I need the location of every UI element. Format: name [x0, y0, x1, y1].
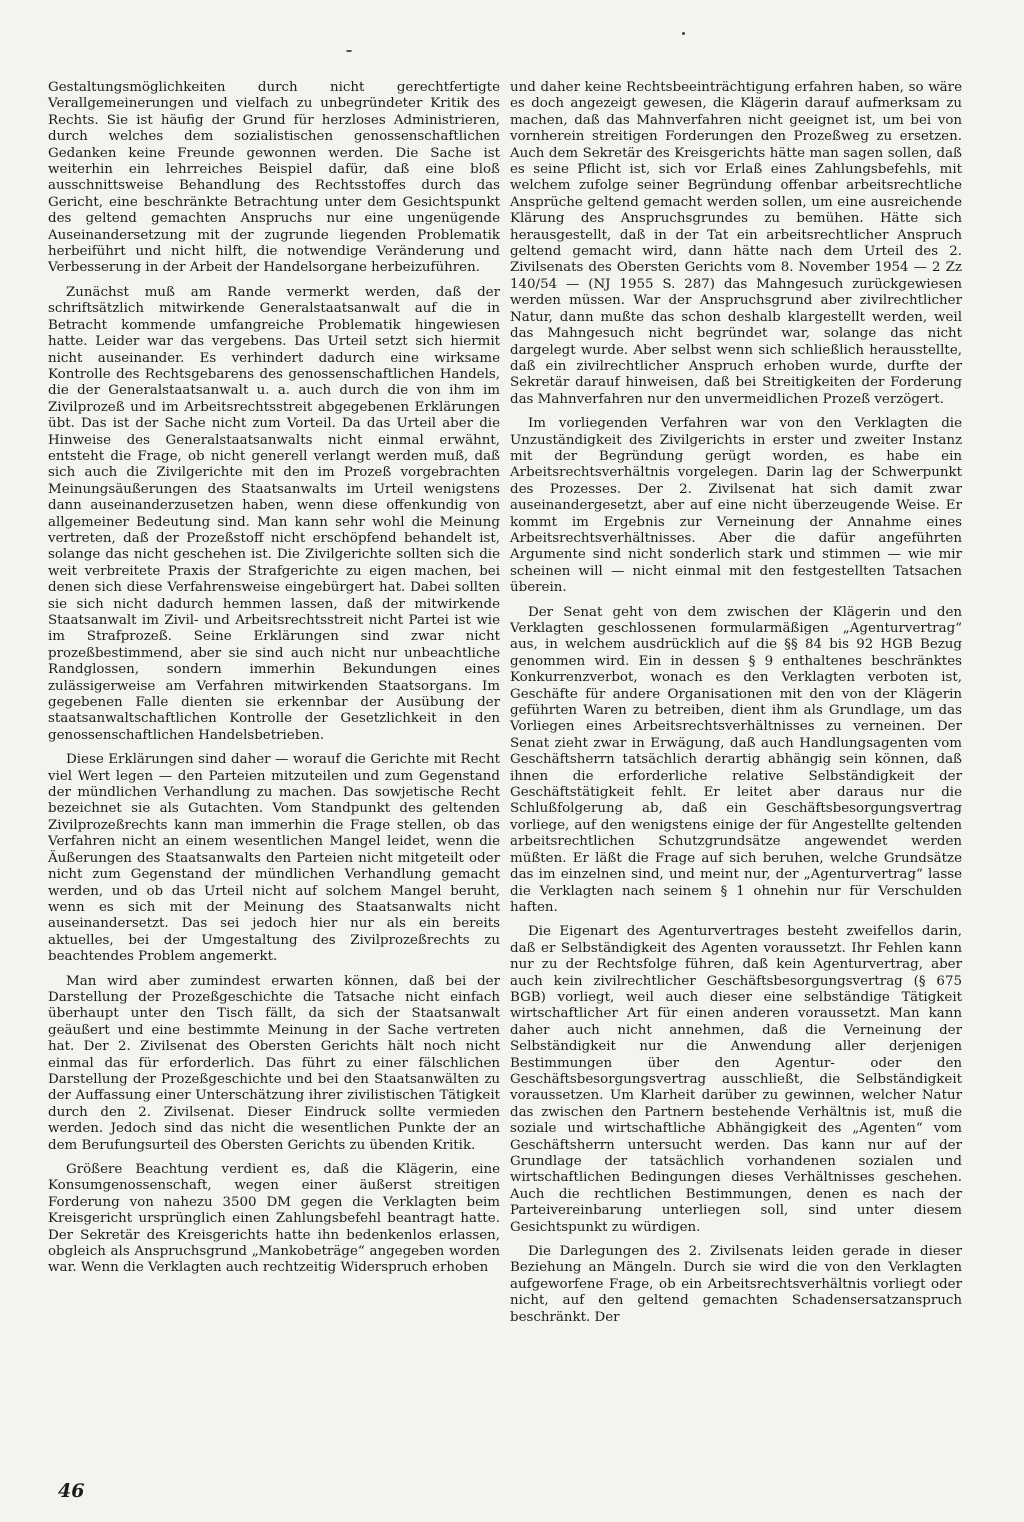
paragraph: Im vorliegenden Verfahren war von den Verklagten die Unzuständigkeit des Zivilgerichts in erster und zweiter Instanz mit der Begründung gerügt worden, es habe ein Arbeitsrechtsverhältnis vorgelegen. Darin lag der Schwerpunkt des Prozesses. Der 2. Zivilsenat hat sich damit zwar auseinandergesetzt, aber auf eine nicht überzeugende Weise. Er kommt im Ergebnis zur Verneinung der Annahme eines Arbeitsrechtsverhältnisses. Aber die dafür angeführten Argumente sind nicht sonderlich stark und stimmen — wie mir scheinen will — nicht einmal mit den festgestellten Tatsachen überein. [510, 416, 962, 596]
paragraph: Größere Beachtung verdient es, daß die Klägerin, eine Konsumgenossenschaft, wegen einer äußerst streitigen Forderung von nahezu 3500 DM gegen die Verklagten beim Kreisgericht ursprünglich einen Zahlungsbefehl beantragt hatte. Der Sekretär des Kreisgerichts hatte ihn bedenkenlos erlassen, obgleich als Anspruchsgrund „Mankobeträge“ angegeben worden war. Wenn die Verklagten auch rechtzeitig Widerspruch erhoben [48, 1162, 500, 1276]
right-column [510, 80, 962, 1334]
left-column [48, 80, 500, 1285]
ink-speck [346, 50, 352, 52]
paragraph: Die Darlegungen des 2. Zivilsenats leiden gerade in dieser Beziehung an Mängeln. Durch sie wird die von den Verklagten aufgeworfene Frage, ob ein Arbeitsrechtsverhältnis vorliegt oder nicht, auf den geltend gemachten Schadensersatzanspruch beschränkt. Der [510, 1244, 962, 1325]
paragraph: Man wird aber zumindest erwarten können, daß bei der Darstellung der Prozeßgeschichte die Tatsache nicht einfach überhaupt unter den Tisch fällt, da sich der Staatsanwalt geäußert und eine bestimmte Meinung in der Sache vertreten hat. Der 2. Zivilsenat des Obersten Gerichts hält noch nicht einmal das für erforderlich. Das führt zu einer fälschlichen Darstellung der Prozeßgeschichte und bei den Staatsanwälten zu der Auffassung einer Unterschätzung ihrer zivilistischen Tätigkeit durch den 2. Zivilsenat. Dieser Eindruck sollte vermieden werden. Jedoch sind das nicht die wesentlichen Punkte der an dem Berufungsurteil des Obersten Gerichts zu übenden Kritik. [48, 973, 500, 1153]
paragraph: Diese Erklärungen sind daher — worauf die Gerichte mit Recht viel Wert legen — den Parteien mitzuteilen und zum Gegenstand der mündlichen Verhandlung zu machen. Das sowjetische Recht bezeichnet sie als Gutachten. Vom Standpunkt des geltenden Zivilprozeßrechts kann man immerhin die Frage stellen, ob das Verfahren nicht an einem wesentlichen Mangel leidet, wenn die Äußerungen des Staatsanwalts den Parteien nicht mitgeteilt oder nicht zum Gegenstand der mündlichen Verhandlung gemacht werden, und ob das Urteil nicht auf solchem Mangel beruht, wenn es sich mit der Meinung des Staatsanwalts nicht auseinandersetzt. Das sei jedoch hier nur als ein bereits aktuelles, bei der Umgestaltung des Zivilprozeßrechts zu beachtendes Problem angemerkt. [48, 752, 500, 965]
paragraph: Gestaltungsmöglichkeiten durch nicht gerechtfertigte Verallgemeinerungen und vielfach zu unbegründeter Kritik des Rechts. Sie ist häufig der Grund für herzloses Administrieren, durch welches dem sozialistischen genossenschaftlichen Gedanken keine Freunde gewonnen werden. Die Sache ist weiterhin ein lehrreiches Beispiel dafür, daß eine bloß ausschnittsweise Behandlung des Rechtsstoffes durch das Gericht, eine beschränkte Betrachtung unter dem Gesichtspunkt des geltend gemachten Anspruchs nur eine ungenügende Auseinandersetzung mit der zugrunde liegenden Problematik herbeiführt und nicht hilft, die notwendige Veränderung und Verbesserung in der Arbeit der Handelsorgane herbeizuführen. [48, 80, 500, 276]
ink-speck [682, 32, 685, 35]
page-number: 46 [58, 1480, 85, 1502]
paragraph: Die Eigenart des Agenturvertrages besteht zweifellos darin, daß er Selbständigkeit des Agenten voraussetzt. Ihr Fehlen kann nur zu der Rechtsfolge führen, daß kein Agenturvertrag, aber auch kein zivilrechtlicher Geschäftsbesorgungsvertrag (§ 675 BGB) vorliegt, weil auch dieser eine selbständige Tätigkeit wirtschaftlicher Art für einen anderen voraussetzt. Man kann daher auch nicht annehmen, daß die Verneinung der Selbständigkeit nur die Anwendung aller derjenigen Bestimmungen über den Agentur- oder den Geschäftsbesorgungsvertrag ausschließt, die Selbständigkeit voraussetzen. Um Klarheit darüber zu gewinnen, welcher Natur das zwischen den Partnern bestehende Verhältnis ist, muß die soziale und wirtschaftliche Abhängigkeit des „Agenten“ vom Geschäftsherrn untersucht werden. Das kann nur auf der Grundlage der tatsächlich vorhandenen sozialen und wirtschaftlichen Bedingungen dieses Verhältnisses geschehen. Auch die rechtlichen Bestimmungen, denen es nach der Parteivereinbarung unterliegen soll, sind unter diesem Gesichtspunkt zu würdigen. [510, 924, 962, 1235]
paragraph: Der Senat geht von dem zwischen der Klägerin und den Verklagten geschlossenen formularmäßigen „Agenturvertrag“ aus, in welchem ausdrücklich auf die §§ 84 bis 92 HGB Bezug genommen wird. Ein in dessen § 9 enthaltenes beschränktes Konkurrenzverbot, wonach es den Verklagten verboten ist, Geschäfte für andere Organisationen mit den von der Klägerin geführten Waren zu betreiben, dient ihm als Grundlage, um das Vorliegen eines Arbeitsrechtsverhältnisses zu verneinen. Der Senat zieht zwar in Erwägung, daß auch Handlungsagenten vom Geschäftsherrn tatsächlich derartig abhängig sein können, daß ihnen die erforderliche relative Selbständigkeit der Geschäftstätigkeit fehlt. Er leitet aber daraus nur die Schlußfolgerung ab, daß ein Geschäftsbesorgungsvertrag vorliege, auf den wenigstens einige der für Angestellte geltenden arbeitsrechtlichen Schutzgrundsätze angewendet werden müßten. Er läßt die Frage auf sich beruhen, welche Grundsätze das im einzelnen sind, und meint nur, der „Agenturvertrag“ lasse die Verklagten nach seinem § 1 ohnehin nur für Verschulden haften. [510, 604, 962, 915]
paragraph: und daher keine Rechtsbeeinträchtigung erfahren haben, so wäre es doch angezeigt gewesen, die Klägerin darauf aufmerksam zu machen, daß das Mahnverfahren nicht geeignet ist, um bei von vornherein streitigen Forderungen den Prozeßweg zu ersetzen. Auch dem Sekretär des Kreisgerichts hätte man sagen sollen, daß es seine Pflicht ist, sich vor Erlaß eines Zahlungsbefehls, mit welchem zufolge seiner Begründung offenbar arbeitsrechtliche Ansprüche geltend gemacht werden sollen, um eine ausreichende Klärung des Anspruchsgrundes zu bemühen. Hätte sich herausgestellt, daß in der Tat ein arbeitsrechtlicher Anspruch geltend gemacht wird, dann hätte nach dem Urteil des 2. Zivilsenats des Obersten Gerichts vom 8. November 1954 — 2 Zz 140/54 — (NJ 1955 S. 287) das Mahngesuch zurückgewiesen werden müssen. War der Anspruchsgrund aber zivilrechtlicher Natur, dann mußte das schon deshalb klargestellt werden, weil das Mahngesuch nicht begründet war, solange das nicht dargelegt wurde. Aber selbst wenn sich schließlich herausstellte, daß ein zivilrechtlicher Anspruch erhoben wurde, durfte der Sekretär darauf hinweisen, daß bei Streitigkeiten der Forderung das Mahnverfahren nur den unvermeidlichen Prozeß verzögert. [510, 80, 962, 407]
paragraph: Zunächst muß am Rande vermerkt werden, daß der schriftsätzlich mitwirkende Generalstaatsanwalt auf die in Betracht kommende umfangreiche Problematik hingewiesen hatte. Leider war das vergebens. Das Urteil setzt sich hiermit nicht auseinander. Es verhindert dadurch eine wirksame Kontrolle des Rechtsgebarens des genossenschaftlichen Handels, die der Generalstaatsanwalt u. a. auch durch die von ihm im Zivilprozeß und im Arbeitsrechtsstreit abgegebenen Erklärungen übt. Das ist der Sache nicht zum Vorteil. Da das Urteil aber die Hinweise des Generalstaatsanwalts nicht einmal erwähnt, entsteht die Frage, ob nicht generell verlangt werden muß, daß sich auch die Zivilgerichte mit den im Prozeß vorgebrachten Meinungsäußerungen des Staatsanwalts im Urteil wenigstens dann auseinanderzusetzen haben, wenn diese offenkundig von allgemeiner Bedeutung sind. Man kann sehr wohl die Meinung vertreten, daß der Prozeßstoff nicht erschöpfend behandelt ist, solange das nicht geschehen ist. Die Zivilgerichte sollten sich die weit verbreitete Praxis der Strafgerichte zu eigen machen, bei denen sich diese Verfahrensweise eingebürgert hat. Dabei sollten sie sich nicht dadurch hemmen lassen, daß der mitwirkende Staatsanwalt im Zivil- und Arbeitsrechtsstreit nicht Partei ist wie im Strafprozeß. Seine Erklärungen sind zwar nicht prozeßbestimmend, aber sie sind auch nicht nur unbeachtliche Randglossen, sondern immerhin Bekundungen eines zulässigerweise am Verfahren mitwirkenden Staatsorgans. Im gegebenen Falle dienten sie erkennbar der Ausübung der staatsanwaltschaftlichen Kontrolle der Gesetzlichkeit in den genossenschaftlichen Handelsbetrieben. [48, 284, 500, 743]
